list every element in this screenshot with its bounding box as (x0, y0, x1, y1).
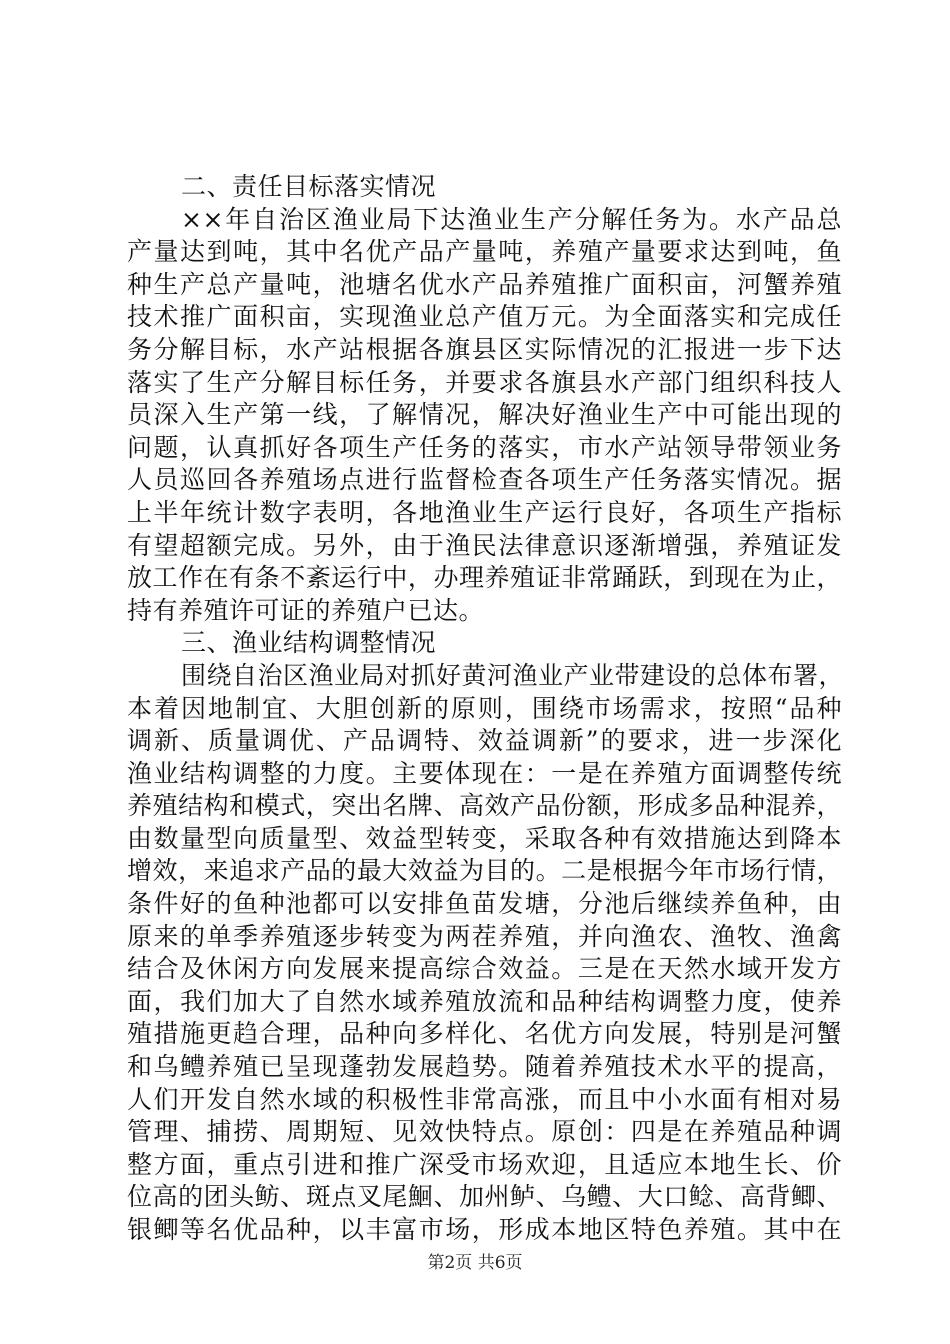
text-line: 增效，来追求产品的最大效益为目的。二是根据今年市场行情， (127, 856, 842, 886)
text-line: 围绕自治区渔业局对抓好黄河渔业产业带建设的总体布署， (181, 660, 845, 690)
text-line: 人们开发自然水域的积极性非常高涨，而且中小水面有相对易 (127, 1084, 842, 1114)
text-line: 渔业结构调整的力度。主要体现在：一是在养殖方面调整传统 (127, 758, 842, 788)
text-line: 殖措施更趋合理，品种向多样化、名优方向发展，特别是河蟹 (127, 1019, 842, 1049)
text-line: 管理、捕捞、周期短、见效快特点。原创：四是在养殖品种调 (127, 1117, 842, 1147)
text-line: 务分解目标，水产站根据各旗县区实际情况的汇报进一步下达 (127, 334, 842, 364)
text-line: ××年自治区渔业局下达渔业生产分解任务为。水产品总 (181, 204, 842, 234)
text-line: 位高的团头鲂、斑点叉尾鮰、加州鲈、乌鳢、大口鲶、高背鲫、 (127, 1182, 842, 1212)
text-line: 有望超额完成。另外，由于渔民法律意识逐渐增强，养殖证发 (127, 530, 842, 560)
text-line: 产量达到吨，其中名优产品产量吨，养殖产量要求达到吨，鱼 (127, 237, 842, 267)
document-body (127, 171, 845, 1247)
page-footer: 第2页 共6页 (427, 1253, 523, 1273)
text-line: 员深入生产第一线，了解情况，解决好渔业生产中可能出现的 (127, 400, 842, 430)
text-line: 技术推广面积亩，实现渔业总产值万元。为全面落实和完成任 (127, 302, 842, 332)
section-heading: 二、责任目标落实情况 (181, 172, 437, 201)
text-line: 银鲫等名优品种，以丰富市场，形成本地区特色养殖。其中在 (127, 1215, 842, 1244)
text-line: 原来的单季养殖逐步转变为两茬养殖，并向渔农、渔牧、渔禽 (127, 921, 842, 951)
text-line: 整方面，重点引进和推广深受市场欢迎，且适应本地生长、价 (127, 1149, 842, 1179)
text-line: 由数量型向质量型、效益型转变，采取各种有效措施达到降本 (127, 823, 842, 853)
text-line: 上半年统计数字表明，各地渔业生产运行良好，各项生产指标 (127, 497, 842, 527)
text-line: 种生产总产量吨，池塘名优水产品养殖推广面积亩，河蟹养殖 (127, 269, 842, 299)
text-line: 持有养殖许可证的养殖户已达。 (127, 595, 485, 625)
text-line: 条件好的鱼种池都可以安排鱼苗发塘，分池后继续养鱼种，由 (127, 889, 842, 919)
text-line: 落实了生产分解目标任务，并要求各旗县水产部门组织科技人 (127, 367, 842, 397)
text-line: 和乌鳢养殖已呈现蓬勃发展趋势。随着养殖技术水平的提高， (127, 1052, 842, 1082)
section-heading: 三、渔业结构调整情况 (181, 628, 437, 658)
text-line: 问题，认真抓好各项生产任务的落实，市水产站领导带领业务 (127, 432, 842, 462)
text-line: 人员巡回各养殖场点进行监督检查各项生产任务落实情况。据 (127, 465, 842, 495)
text-line: 调新、质量调优、产品调特、效益调新”的要求，进一步深化 (127, 726, 842, 756)
text-line: 放工作在有条不紊运行中，办理养殖证非常踊跃，到现在为止， (127, 563, 842, 593)
text-line: 面，我们加大了自然水域养殖放流和品种结构调整力度，使养 (127, 986, 842, 1016)
text-line: 结合及休闲方向发展来提高综合效益。三是在天然水域开发方 (127, 954, 842, 984)
text-line: 养殖结构和模式，突出名牌、高效产品份额，形成多品种混养， (127, 791, 842, 821)
text-line: 本着因地制宜、大胆创新的原则，围绕市场需求，按照“品种 (127, 693, 842, 723)
